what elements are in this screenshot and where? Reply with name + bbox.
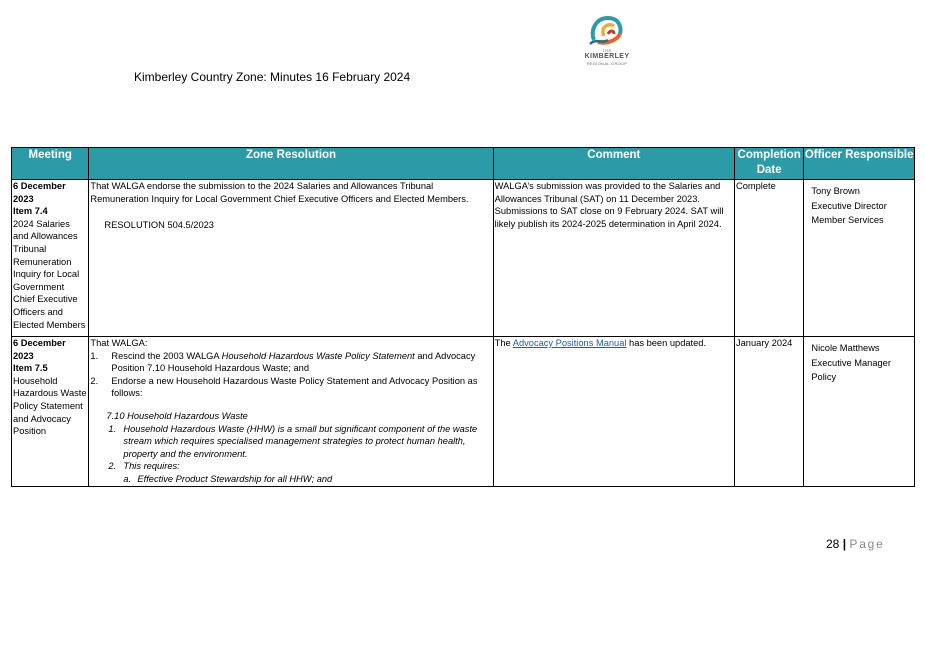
policy-item-text: Household Hazardous Waste (HHW) is a small but significant component of the waste stream which requires specialised management strategies to protect human health, property and the environment. xyxy=(123,423,478,459)
header-zone-resolution: Zone Resolution xyxy=(89,148,493,180)
comment-text: WALGA’s submission was provided to the Salaries and Allowances Tribunal (SAT) on 11 December 2023. Submissions to SAT close on 9 February 2024. SAT will likely publish its 2024-2025 determination in April 2024. xyxy=(494,181,724,229)
logo-text-top: THE xyxy=(602,48,612,53)
completion-date-cell xyxy=(734,337,803,487)
header-completion-date: Completion Date xyxy=(734,148,803,180)
officer-name: Tony Brown xyxy=(811,186,860,196)
table-row xyxy=(12,337,915,487)
page-number-footer xyxy=(826,537,885,551)
meeting-topic: Household Hazardous Waste Policy Statement and Advocacy Position xyxy=(13,375,87,437)
list-number: 1. xyxy=(108,423,117,434)
comment-text xyxy=(495,337,733,350)
table-row xyxy=(12,180,915,337)
resolution-list-item xyxy=(90,350,491,375)
header-officer-responsible: Officer Responsible xyxy=(804,148,915,180)
header-comment: Comment xyxy=(493,148,734,180)
policy-list xyxy=(90,423,491,473)
comment-prefix: The xyxy=(494,338,513,348)
resolution-item-italic: Household Hazardous Waste Policy Statement xyxy=(221,350,415,361)
officer-title: Executive Director Member Services xyxy=(811,200,887,225)
meeting-date: 6 December 2023 xyxy=(13,338,66,361)
meeting-cell xyxy=(12,180,89,337)
completion-date: January 2024 xyxy=(735,338,793,348)
page-number: 28 xyxy=(826,537,840,551)
resolution-list xyxy=(90,350,491,400)
resolution-item-text-b: and Advocacy Position 7.10 Household Hazardous Waste; and xyxy=(111,350,476,374)
minutes-table xyxy=(11,147,915,487)
completion-date-cell xyxy=(734,180,803,337)
meeting-item: Item 7.5 xyxy=(13,363,48,374)
page-word: Page xyxy=(849,537,885,551)
resolution-text: That WALGA endorse the submission to the 2024 Salaries and Allowances Tribunal Remuneration Inquiry for Local Government Chief Executive Officers and Elected Members. xyxy=(90,181,469,204)
completion-date: Complete xyxy=(735,181,776,191)
meeting-item: Item 7.4 xyxy=(13,206,48,217)
logo-text-name: KIMBERLEY xyxy=(584,53,630,60)
logo-text-bottom: REGIONAL GROUP xyxy=(586,61,628,66)
meeting-cell xyxy=(12,337,89,487)
document-title: Kimberley Country Zone: Minutes 16 February 2024 xyxy=(134,70,411,84)
comment-cell xyxy=(493,180,734,337)
list-number: 1. xyxy=(90,350,99,361)
resolution-intro: That WALGA: xyxy=(90,338,148,348)
resolution-list-item xyxy=(90,375,491,400)
meeting-topic: 2024 Salaries and Allowances Tribunal Remuneration Inquiry for Local Government Chief Executive Officers and Elected Members xyxy=(13,218,86,330)
table-header-row xyxy=(12,148,915,180)
list-letter: a. xyxy=(123,473,132,484)
meeting-date: 6 December 2023 xyxy=(13,181,66,204)
resolution-cell xyxy=(89,337,493,487)
list-number: 2. xyxy=(108,461,117,472)
policy-list-item xyxy=(90,423,491,461)
resolution-item-text: Endorse a new Household Hazardous Waste Policy Statement and Advocacy Position as follows: xyxy=(111,375,478,399)
swirl-logo-icon xyxy=(586,14,628,48)
officer-name: Nicole Matthews xyxy=(811,343,880,353)
resolution-number: RESOLUTION 504.5/2023 xyxy=(104,220,214,231)
resolution-item-text-a: Rescind the 2003 WALGA xyxy=(111,350,222,361)
header-meeting: Meeting xyxy=(12,148,89,180)
officer-cell xyxy=(804,180,915,337)
policy-subitem-text: Effective Product Stewardship for all HHW; and xyxy=(137,473,333,484)
policy-subitem xyxy=(90,473,491,486)
policy-item-text: This requires: xyxy=(123,461,180,472)
officer-title: Executive Manager Policy xyxy=(811,357,891,382)
policy-heading: 7.10 Household Hazardous Waste xyxy=(106,410,248,421)
advocacy-positions-manual-link[interactable]: Advocacy Positions Manual xyxy=(512,338,627,348)
comment-suffix: has been updated. xyxy=(626,338,707,348)
list-number: 2. xyxy=(90,375,99,386)
kimberley-regional-group-logo xyxy=(578,14,636,66)
officer-cell xyxy=(804,337,915,487)
page-separator: | xyxy=(842,537,847,551)
comment-cell xyxy=(493,337,734,487)
resolution-cell xyxy=(89,180,493,337)
policy-list-item xyxy=(90,460,491,473)
